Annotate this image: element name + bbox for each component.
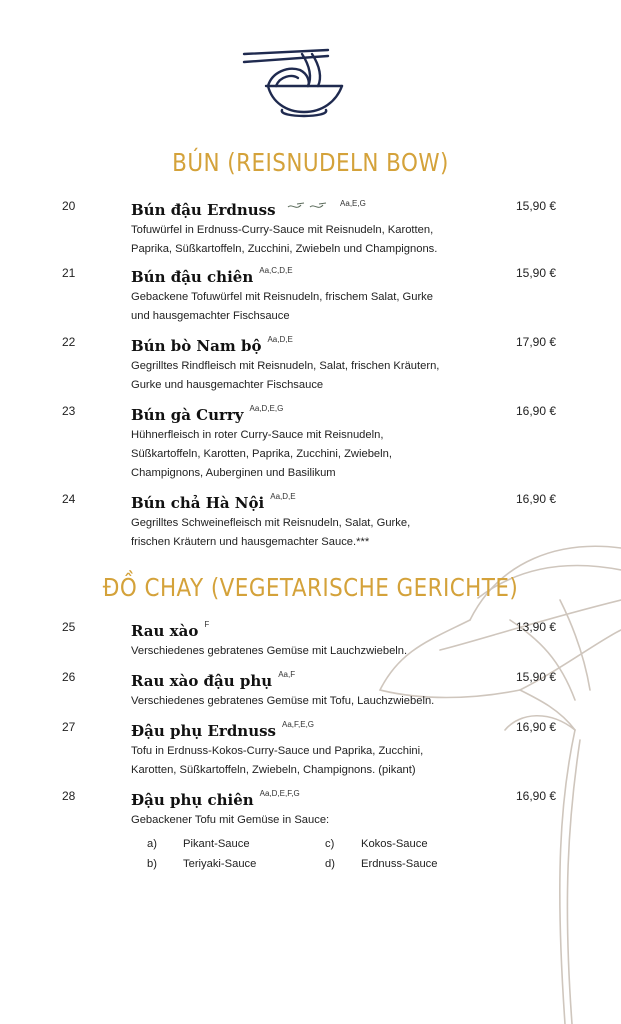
item-name-text: Rau xào đậu phụ <box>131 672 273 690</box>
item-name <box>131 404 283 424</box>
item-number: 28 <box>62 789 76 803</box>
sauce-option-c <box>325 838 428 850</box>
option-letter: d) <box>325 858 335 870</box>
item-allergens: Aa,D,E <box>270 492 296 501</box>
item-allergens: Aa,C,D,E <box>259 266 293 275</box>
item-description <box>131 692 491 711</box>
item-price: 16,90 € <box>516 404 557 418</box>
item-number: 23 <box>62 404 76 418</box>
desc-line: Tofu in Erdnuss-Kokos-Curry-Sauce und Paprika, Zucchini, <box>131 745 424 757</box>
item-price: 15,90 € <box>516 266 557 280</box>
item-price: 16,90 € <box>516 720 557 734</box>
item-description <box>131 221 491 259</box>
item-name-text: Bún đậu Erdnuss <box>131 201 276 219</box>
desc-line: und hausgemachter Fischsauce <box>131 310 290 322</box>
sauce-option-a <box>147 838 250 850</box>
desc-line: Gurke und hausgemachter Fischsauce <box>131 379 324 391</box>
sauce-option-b <box>147 858 256 870</box>
option-label: Teriyaki-Sauce <box>183 858 257 870</box>
item-name <box>131 720 314 740</box>
item-name-text: Bún gà Curry <box>131 406 244 424</box>
item-name-text: Bún đậu chiên <box>131 268 254 286</box>
option-label: Erdnuss-Sauce <box>361 858 438 870</box>
desc-line: Champignons, Auberginen und Basilikum <box>131 467 336 479</box>
option-letter: c) <box>325 838 335 850</box>
desc-line: Süßkartoffeln, Karotten, Paprika, Zucchini, Zwiebeln, <box>131 448 392 460</box>
desc-line: Gegrilltes Schweinefleisch mit Reisnudeln, Salat, Gurke, <box>131 517 411 529</box>
item-allergens: Aa,F,E,G <box>282 720 315 729</box>
desc-line: Verschiedenes gebratenes Gemüse mit Tofu, Lauchzwiebeln. <box>131 695 435 707</box>
item-description <box>131 514 491 552</box>
item-allergens: F <box>204 620 210 629</box>
item-allergens: Aa,D,E,G <box>249 404 284 413</box>
item-description <box>131 357 491 395</box>
item-allergens: Aa,D,E,F,G <box>259 789 300 798</box>
item-price: 15,90 € <box>516 199 557 213</box>
desc-line: Gebackener Tofu mit Gemüse in Sauce: <box>131 814 330 826</box>
item-price: 17,90 € <box>516 335 557 349</box>
vegetarian-leaf-icon <box>287 202 329 212</box>
item-allergens: Aa,F <box>278 670 296 679</box>
item-name <box>131 335 293 355</box>
item-number: 25 <box>62 620 76 634</box>
desc-line: Tofuwürfel in Erdnuss-Curry-Sauce mit Reisnudeln, Karotten, <box>131 224 434 236</box>
desc-line: Verschiedenes gebratenes Gemüse mit Lauchzwiebeln. <box>131 645 408 657</box>
item-name-text: Bún chả Hà Nội <box>131 494 265 512</box>
item-description <box>131 426 491 483</box>
noodle-bowl-icon <box>238 46 348 122</box>
item-description <box>131 642 491 661</box>
item-name <box>131 620 209 640</box>
item-price: 15,90 € <box>516 670 557 684</box>
item-number: 24 <box>62 492 76 506</box>
option-letter: b) <box>147 858 157 870</box>
desc-line: Gegrilltes Rindfleisch mit Reisnudeln, Salat, frischen Kräutern, <box>131 360 440 372</box>
item-number: 22 <box>62 335 76 349</box>
sauce-option-d <box>325 858 438 870</box>
item-number: 20 <box>62 199 76 213</box>
section-title-do-chay: ĐỒ CHAY (VEGETARISCHE GERICHTE) <box>102 573 519 602</box>
option-letter: a) <box>147 838 157 850</box>
item-name <box>131 266 293 286</box>
item-name <box>131 199 366 219</box>
desc-line: Paprika, Süßkartoffeln, Zucchini, Zwiebeln und Champignons. <box>131 243 438 255</box>
item-price: 16,90 € <box>516 789 557 803</box>
item-name <box>131 670 295 690</box>
item-name-text: Đậu phụ Erdnuss <box>131 722 277 740</box>
item-name <box>131 492 296 512</box>
item-description <box>131 742 491 780</box>
item-name <box>131 789 300 809</box>
desc-line: Karotten, Süßkartoffeln, Zwiebeln, Champignons. (pikant) <box>131 764 416 776</box>
desc-line: frischen Kräutern und hausgemachter Sauce.*** <box>131 536 370 548</box>
item-number: 21 <box>62 266 76 280</box>
item-allergens: Aa,E,G <box>340 199 366 208</box>
item-description <box>131 288 491 326</box>
item-number: 27 <box>62 720 76 734</box>
item-name-text: Rau xào <box>131 622 199 640</box>
item-price: 16,90 € <box>516 492 557 506</box>
item-name-text: Đậu phụ chiên <box>131 791 254 809</box>
item-allergens: Aa,D,E <box>267 335 293 344</box>
item-price: 13,90 € <box>516 620 557 634</box>
option-label: Pikant-Sauce <box>183 838 250 850</box>
item-number: 26 <box>62 670 76 684</box>
item-description <box>131 811 491 830</box>
desc-line: Gebackene Tofuwürfel mit Reisnudeln, frischem Salat, Gurke <box>131 291 433 303</box>
section-title-bun: BÚN (REISNUDELN BOW) <box>172 148 449 177</box>
desc-line: Hühnerfleisch in roter Curry-Sauce mit Reisnudeln, <box>131 429 384 441</box>
option-label: Kokos-Sauce <box>361 838 428 850</box>
item-name-text: Bún bò Nam bộ <box>131 337 262 355</box>
